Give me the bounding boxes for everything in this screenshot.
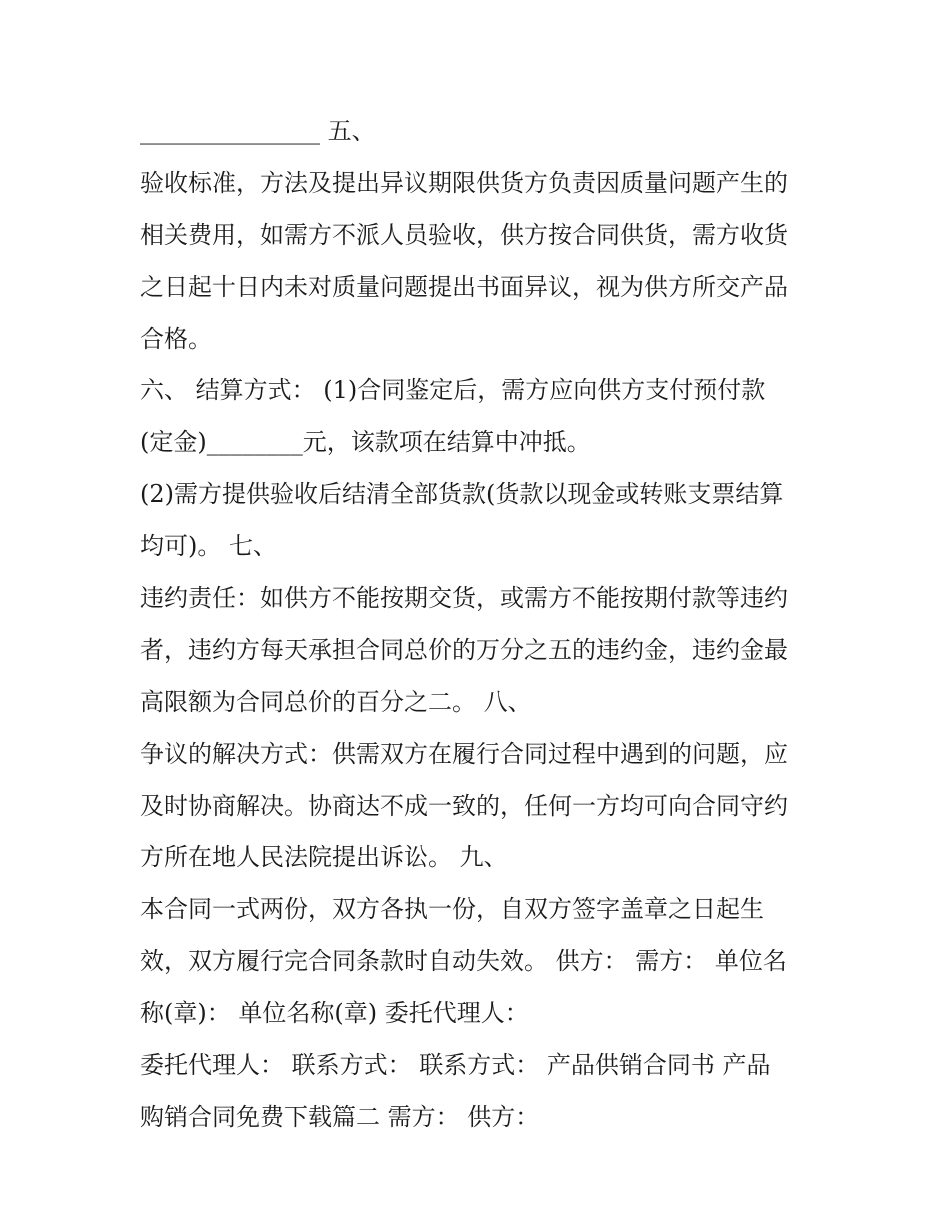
text-line: 高限额为合同总价的百分之二。 八、 — [140, 687, 532, 716]
text-line: 六、 结算方式： (1)合同鉴定后，需方应向供方支付预付款 — [140, 376, 766, 405]
text-line: 本合同一式两份，双方各执一份，自双方签字盖章之日起生 — [140, 895, 764, 924]
text-line: 购销合同免费下载篇二 需方： 供方： — [140, 1102, 540, 1131]
text-line: 相关费用，如需方不派人员验收，供方按合同供货，需方收货 — [140, 220, 788, 249]
text-line: 之日起十日内未对质量问题提出书面异议，视为供方所交产品 — [140, 272, 788, 301]
text-line: 验收标准，方法及提出异议期限供货方负责因质量问题产生的 — [140, 168, 788, 197]
text-line: 违约责任：如供方不能按期交货，或需方不能按期付款等违约 — [140, 584, 788, 613]
text-line: 效，双方履行完合同条款时自动失效。 供方： 需方： 单位名 — [140, 947, 787, 976]
text-line: 均可)。 七、 — [140, 532, 277, 561]
text-line: 争议的解决方式：供需双方在履行合同过程中遇到的问题，应 — [140, 739, 788, 768]
text-line: (定金)________元，该款项在结算中冲抵。 — [140, 428, 591, 457]
text-line: 及时协商解决。协商达不成一致的，任何一方均可向合同守约 — [140, 791, 788, 820]
text-line: 委托代理人： 联系方式： 联系方式： 产品供销合同书 产品 — [140, 1051, 771, 1080]
text-line: 方所在地人民法院提出诉讼。 九、 — [140, 843, 508, 872]
contract-text — [140, 106, 820, 1144]
text-line: 称(章)： 单位名称(章) 委托代理人： — [140, 999, 529, 1028]
text-line: 合格。 — [140, 324, 212, 353]
text-line: (2)需方提供验收后结清全部货款(货款以现金或转账支票结算 — [140, 480, 784, 509]
text-line: 者，违约方每天承担合同总价的万分之五的违约金，违约金最 — [140, 635, 788, 664]
text-line: _______________ 五、 — [140, 117, 376, 145]
